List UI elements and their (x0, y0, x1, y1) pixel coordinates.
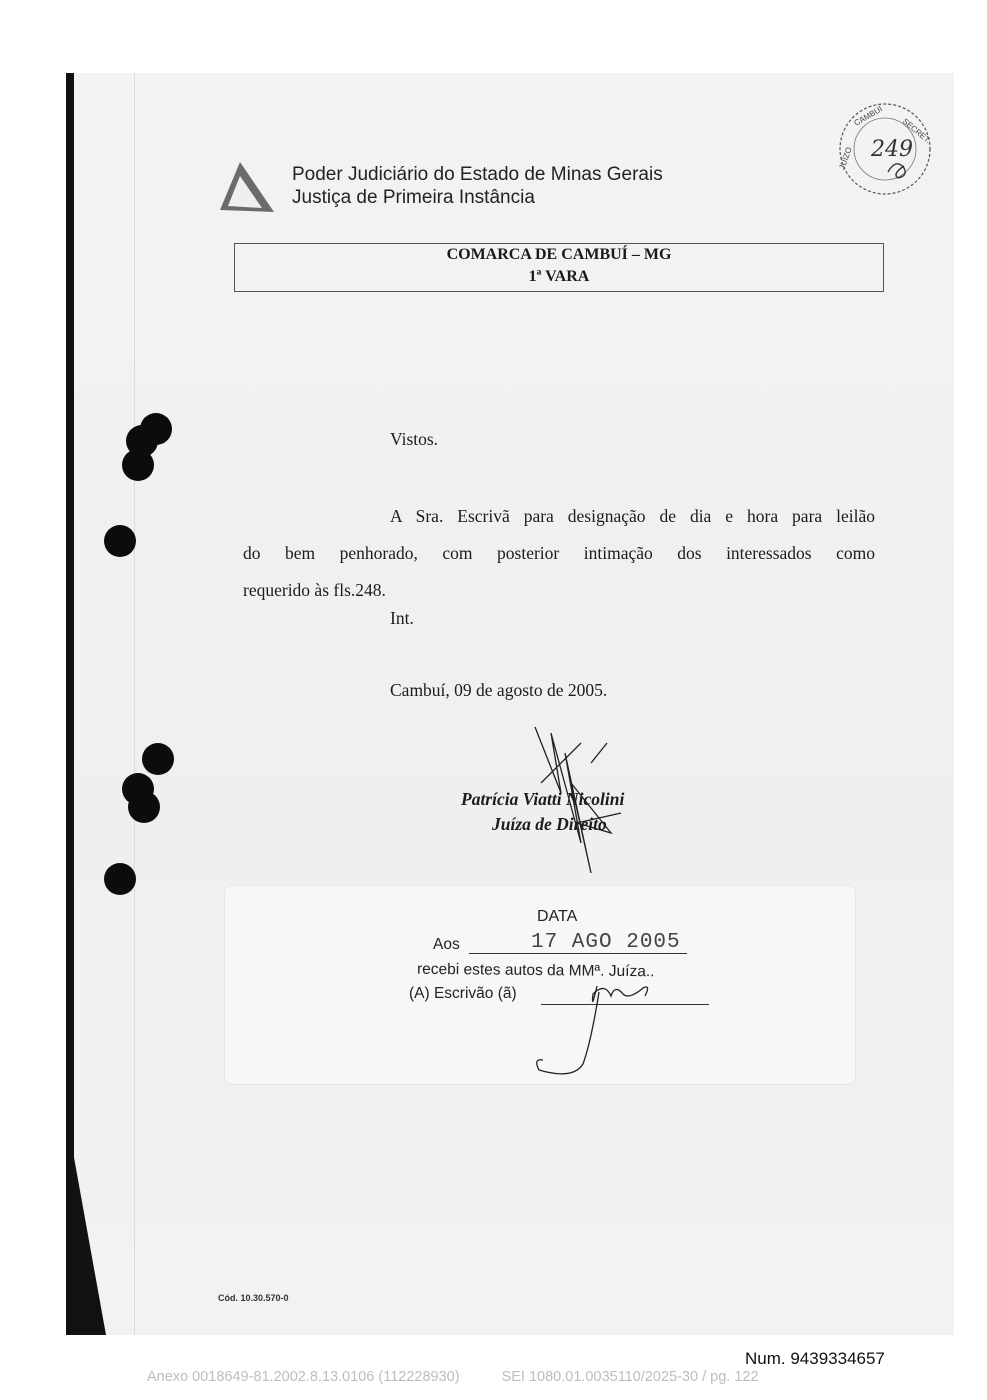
scan-dark-corner (66, 1113, 106, 1335)
received-date-stamp: 17 AGO 2005 (531, 931, 681, 954)
svg-text:JUÍZO: JUÍZO (837, 145, 854, 171)
svg-text:CAMBUÍ: CAMBUÍ (852, 104, 884, 128)
int-text: Int. (390, 608, 414, 628)
received-text: recebi estes autos da MMª. Juíza.. (416, 960, 655, 981)
comarca-title: COMARCA DE CAMBUÍ – MG (446, 246, 672, 263)
punch-hole (142, 743, 174, 775)
scanned-page (66, 73, 954, 1335)
paragraph-line: A Sra. Escrivã para designação de dia e hora para leilão (390, 506, 875, 526)
punch-hole (128, 791, 160, 823)
paragraph-line: requerido às fls.248. (243, 580, 386, 600)
secretaria-seal-stamp (836, 100, 934, 198)
vara-title: 1ª VARA (528, 268, 590, 285)
comarca-box (234, 243, 884, 292)
signatory-role: Juíza de Direito (492, 814, 607, 834)
form-code: Cód. 10.30.570-0 (218, 1293, 289, 1303)
paragraph-line: do bem penhorado, com posterior intimação dos interessados como (243, 543, 875, 563)
punch-hole (104, 525, 136, 557)
svg-text:SECRET.: SECRET. (900, 116, 933, 146)
folio-number: 249 (871, 137, 913, 162)
sei-reference: SEI 1080.01.0035110/2025-30 / pg. 122 (501, 1369, 759, 1385)
footer-watermark (147, 1369, 759, 1385)
institution-subtitle: Justiça de Primeira Instância (292, 187, 535, 208)
punch-hole (104, 863, 136, 895)
data-stamp-title: DATA (537, 908, 578, 925)
institution-name: Poder Judiciário do Estado de Minas Gerais (292, 164, 663, 185)
page-fold-line (134, 73, 135, 1335)
punch-hole (122, 449, 154, 481)
signatory-name: Patrícia Viatti Nicolini (461, 789, 625, 809)
judiciary-triangle-logo-icon (216, 158, 276, 218)
place-date: Cambuí, 09 de agosto de 2005. (390, 680, 608, 700)
receipt-data-stamp (224, 885, 856, 1085)
handwritten-signature (521, 723, 631, 883)
vistos-text: Vistos. (390, 429, 439, 449)
clerk-signature (525, 982, 665, 1082)
document-number: Num. 9439334657 (745, 1349, 885, 1368)
annex-reference: Anexo 0018649-81.2002.8.13.0106 (112228930) (147, 1369, 460, 1385)
clerk-label: (A) Escrivão (ã) (409, 985, 517, 1002)
decision-paragraph (243, 498, 875, 609)
document-header (216, 158, 776, 218)
aos-label: Aos (433, 936, 460, 953)
